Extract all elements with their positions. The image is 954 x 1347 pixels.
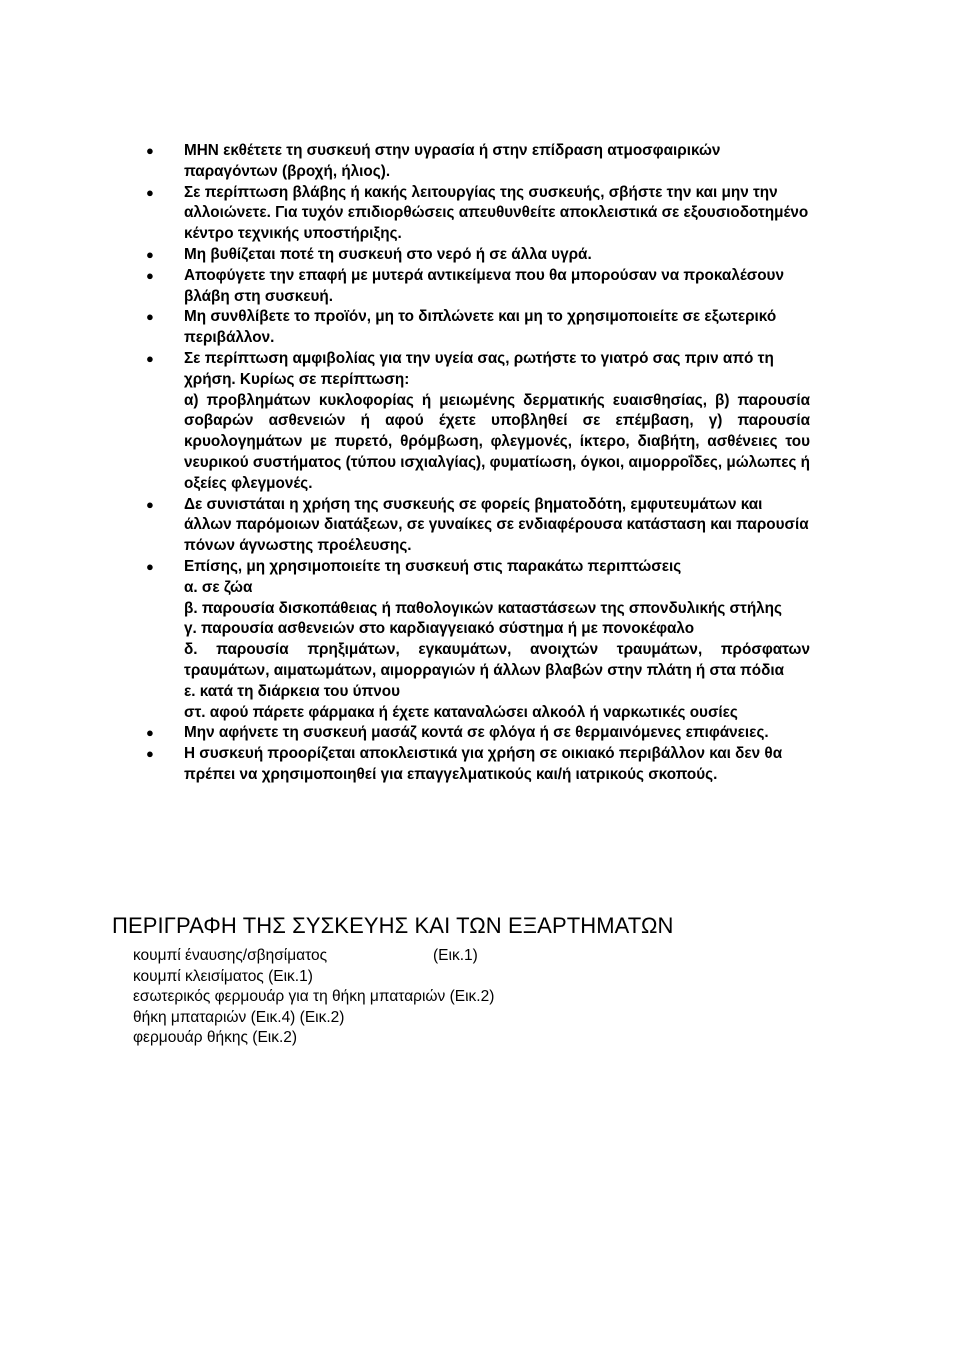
warning-text: ΜΗΝ εκθέτετε τη συσκευή στην υγρασία ή στην επίδραση ατμοσφαιρικών παραγόντων (βροχή, ήλιος). <box>184 142 721 180</box>
part-figure-ref: (Εικ.1) <box>433 947 478 964</box>
part-item <box>133 1008 833 1029</box>
warning-text: Σε περίπτωση αμφιβολίας για την υγεία σας, ρωτήστε το γιατρό σας πριν από τη χρήση. Κυρίως σε περίπτωση: <box>184 349 774 388</box>
section-title: ΠΕΡΙΓΡΑΦΗ ΤΗΣ ΣΥΣΚΕΥΗΣ ΚΑΙ ΤΩΝ ΕΞΑΡΤΗΜΑΤΩΝ <box>112 913 674 938</box>
safety-warnings-list <box>0 141 954 786</box>
warning-item <box>0 557 810 723</box>
bullet-icon: ● <box>146 725 154 741</box>
warning-text: Σε περίπτωση βλάβης ή κακής λειτουργίας της συσκευής, σβήστε την και μην την αλλοιώνετε. Για τυχόν επιδιορθώσεις απευθυνθείτε αποκλειστικά σε εξουσιοδοτημένο κέντρο τεχνικής υποστήριξης. <box>184 183 809 243</box>
warning-text: Αποφύγετε την επαφή με μυτερά αντικείμενα που θα μπορούσαν να προκαλέσουν βλάβη στη συσκευή. <box>184 266 784 305</box>
warning-text: Μη συνθλίβετε το προϊόν, μη το διπλώνετε και μη το χρησιμοποιείτε σε εξωτερικό περιβάλλον. <box>184 308 777 347</box>
part-item <box>133 946 833 967</box>
bullet-icon: ● <box>146 746 154 762</box>
bullet-icon: ● <box>146 267 154 283</box>
bullet-icon: ● <box>146 350 154 366</box>
part-label: εσωτερικός φερμουάρ για τη θήκη μπαταριών (Εικ.2) <box>133 988 495 1005</box>
bullet-icon: ● <box>146 496 154 512</box>
warning-subtext: α. σε ζώα <box>184 578 253 596</box>
warning-item <box>0 495 810 557</box>
warning-item <box>0 266 810 308</box>
part-item <box>133 967 833 988</box>
warning-item <box>0 183 810 245</box>
warning-item <box>0 245 810 266</box>
part-label: θήκη μπαταριών (Εικ.4) (Εικ.2) <box>133 1008 345 1026</box>
part-item <box>133 987 833 1008</box>
warning-subtext: ε. κατά τη διάρκεια του ύπνου <box>184 682 401 700</box>
warning-item <box>0 307 810 349</box>
part-item <box>133 1028 833 1049</box>
warning-text: Μην αφήνετε τη συσκευή μασάζ κοντά σε φλόγα ή σε θερμαινόμενες επιφάνειες. <box>184 724 769 742</box>
part-label: κουμπί έναυσης/σβησίματος <box>133 947 328 964</box>
warning-text: Μη βυθίζεται ποτέ τη συσκευή στο νερό ή σε άλλα υγρά. <box>184 245 592 263</box>
warning-item <box>0 141 810 183</box>
warning-text: Επίσης, μη χρησιμοποιείτε τη συσκευή στις παρακάτω περιπτώσεις <box>184 557 682 575</box>
parts-list <box>133 946 833 1049</box>
warning-subtext: στ. αφού πάρετε φάρμακα ή έχετε καταναλώσει αλκοόλ ή ναρκωτικές ουσίες <box>184 703 738 721</box>
bullet-icon: ● <box>146 143 154 158</box>
warning-item <box>0 723 810 744</box>
warning-item <box>0 349 810 495</box>
warning-subtext: β. παρουσία δισκοπάθειας ή παθολογικών καταστάσεων της σπονδυλικής στήλης <box>184 599 782 617</box>
bullet-icon: ● <box>146 184 154 200</box>
bullet-icon: ● <box>146 558 154 574</box>
part-label: κουμπί κλεισίματος (Εικ.1) <box>133 967 313 985</box>
bullet-icon: ● <box>146 246 154 262</box>
warning-text: Η συσκευή προορίζεται αποκλειστικά για χρήση σε οικιακό περιβάλλον και δεν θα πρέπει να χρησιμοποιηθεί για επαγγελματικούς και/ή ιατρικούς σκοπούς. <box>184 745 783 783</box>
bullet-icon: ● <box>146 309 154 325</box>
warning-item <box>0 744 810 786</box>
warning-subtext: γ. παρουσία ασθενειών στο καρδιαγγειακό σύστημα ή με πονοκέφαλο <box>184 620 695 638</box>
warning-subtext: δ. παρουσία πρηξιμάτων, εγκαυμάτων, ανοιχτών τραυμάτων, πρόσφατων τραυμάτων, αιματωμάτων, αιμορραγιών ή άλλων βλαβών στην πλάτη ή στα πόδια <box>184 641 810 679</box>
part-label: φερμουάρ θήκης (Εικ.2) <box>133 1029 298 1046</box>
warning-text: Δε συνιστάται η χρήση της συσκευής σε φορείς βηματοδότη, εμφυτευμάτων και άλλων παρόμοιων διατάξεων, σε γυναίκες σε ενδιαφέρουσα κατάσταση και παρουσία πόνων άγνωστης προέλευσης. <box>184 495 809 555</box>
warning-subtext: α) προβλημάτων κυκλοφορίας ή μειωμένης δερματικής ευαισθησίας, β) παρουσία σοβαρών ασθενειών ή αφού έχετε υποβληθεί σε επέμβαση, γ) παρουσία κρυολογημάτων με πυρετό, θρόμβωση, φλεγμονές, ίκτερο, διαβήτη, ασθένειες του νευρικού συστήματος (τύπου ισχιαλγίας), φυματίωση, όγκοι, αιμορροΐδες, μώλωπες ή οξείες φλεγμονές. <box>184 391 810 492</box>
